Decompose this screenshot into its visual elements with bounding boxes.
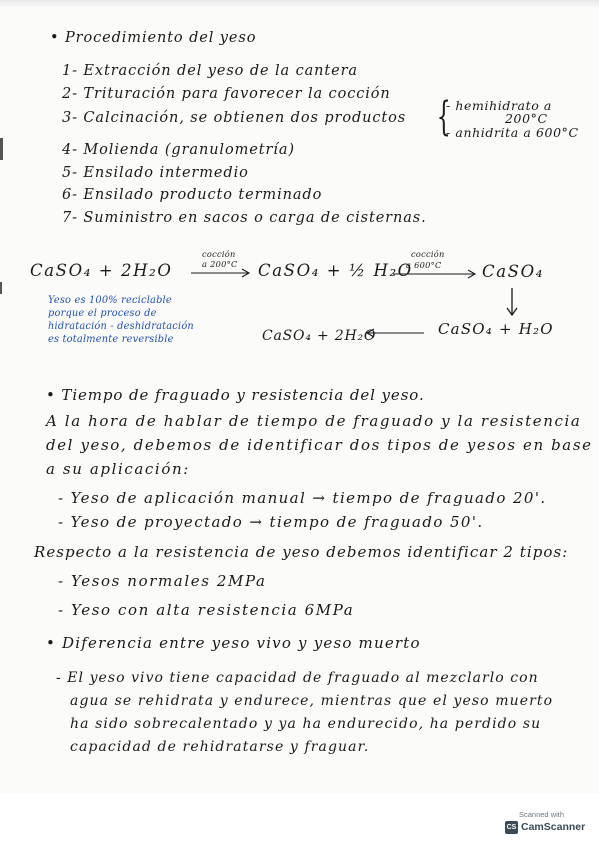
reaction-arrow-right: [190, 268, 252, 278]
camscanner-logo-icon: CS: [505, 821, 518, 834]
reaction-middle: CaSO₄ + ½ H₂O: [258, 261, 413, 280]
reaction-left: CaSO₄ + 2H₂O: [30, 261, 173, 280]
page-edge-mark: [0, 138, 3, 160]
reaction-arrow-right: [392, 269, 478, 279]
page-top-shadow: [0, 0, 599, 8]
reaction-right: CaSO₄: [482, 262, 544, 281]
watermark-brand: CamScanner: [521, 821, 586, 833]
setting-paragraph-line: a su aplicación:: [46, 460, 190, 478]
product-anhydrite: - anhidrita a 600°C: [446, 125, 579, 140]
arrow2-label-top: cocción: [411, 249, 445, 259]
product-hemihydrate: - hemihidrato a: [446, 98, 552, 113]
procedure-title: • Procedimiento del yeso: [50, 30, 257, 46]
procedure-step: 1- Extracción del yeso de la cantera: [62, 63, 358, 79]
difference-line: agua se rehidrata y endurece, mientras que el yeso muerto: [70, 693, 554, 709]
setting-paragraph-line: del yeso, debemos de identificar dos tipos de yesos en base: [46, 436, 593, 454]
reaction-arrow-down: [505, 287, 519, 317]
setting-item: - Yeso de proyectado → tiempo de fraguado 50'.: [58, 513, 484, 531]
difference-line: - El yeso vivo tiene capacidad de fraguado al mezclarlo con: [56, 670, 539, 686]
procedure-step: 3- Calcinación, se obtienen dos productos: [62, 110, 407, 126]
curly-brace: {: [436, 94, 451, 140]
difference-title: • Diferencia entre yeso vivo y yeso muerto: [46, 634, 421, 652]
resistance-intro: Respecto a la resistencia de yeso debemos identificar 2 tipos:: [34, 543, 569, 561]
resistance-item: - Yeso con alta resistencia 6MPa: [58, 601, 355, 619]
recycle-note-line: porque el proceso de: [48, 308, 157, 319]
procedure-step: 2- Trituración para favorecer la cocción: [62, 86, 391, 102]
recycle-note-line: es totalmente reversible: [48, 334, 174, 345]
procedure-step: 7- Suministro en sacos o carga de cisternas.: [62, 210, 427, 226]
difference-line: ha sido sobrecalentado y ya ha endurecido, ha perdido su: [70, 716, 542, 732]
page-edge-mark: [0, 282, 2, 294]
recycle-note-line: hidratación - deshidratación: [48, 321, 194, 332]
product-hemihydrate-temp: 200°C: [505, 111, 548, 126]
setting-item: - Yeso de aplicación manual → tiempo de fraguado 20'.: [58, 489, 547, 507]
arrow2-label-bottom: a 600°C: [406, 260, 442, 270]
reaction-bottom-left: CaSO₄ + 2H₂O: [262, 328, 377, 344]
resistance-item: - Yesos normales 2MPa: [58, 572, 267, 590]
arrow1-label-top: cocción: [202, 249, 236, 259]
procedure-step: 6- Ensilado producto terminado: [62, 187, 323, 203]
recycle-note-line: Yeso es 100% reciclable: [48, 295, 172, 306]
arrow1-label-bottom: a 200°C: [202, 259, 238, 269]
difference-line: capacidad de rehidratarse y fraguar.: [70, 739, 370, 755]
reaction-bottom-right: CaSO₄ + H₂O: [438, 320, 554, 338]
setting-title: • Tiempo de fraguado y resistencia del yeso.: [46, 386, 425, 404]
watermark-caption: Scanned with: [519, 810, 565, 819]
procedure-step: 4- Molienda (granulometría): [62, 142, 295, 158]
camscanner-watermark: [505, 810, 587, 842]
procedure-step: 5- Ensilado intermedio: [62, 165, 249, 181]
setting-paragraph-line: A la hora de hablar de tiempo de fraguado y la resistencia: [46, 412, 582, 430]
